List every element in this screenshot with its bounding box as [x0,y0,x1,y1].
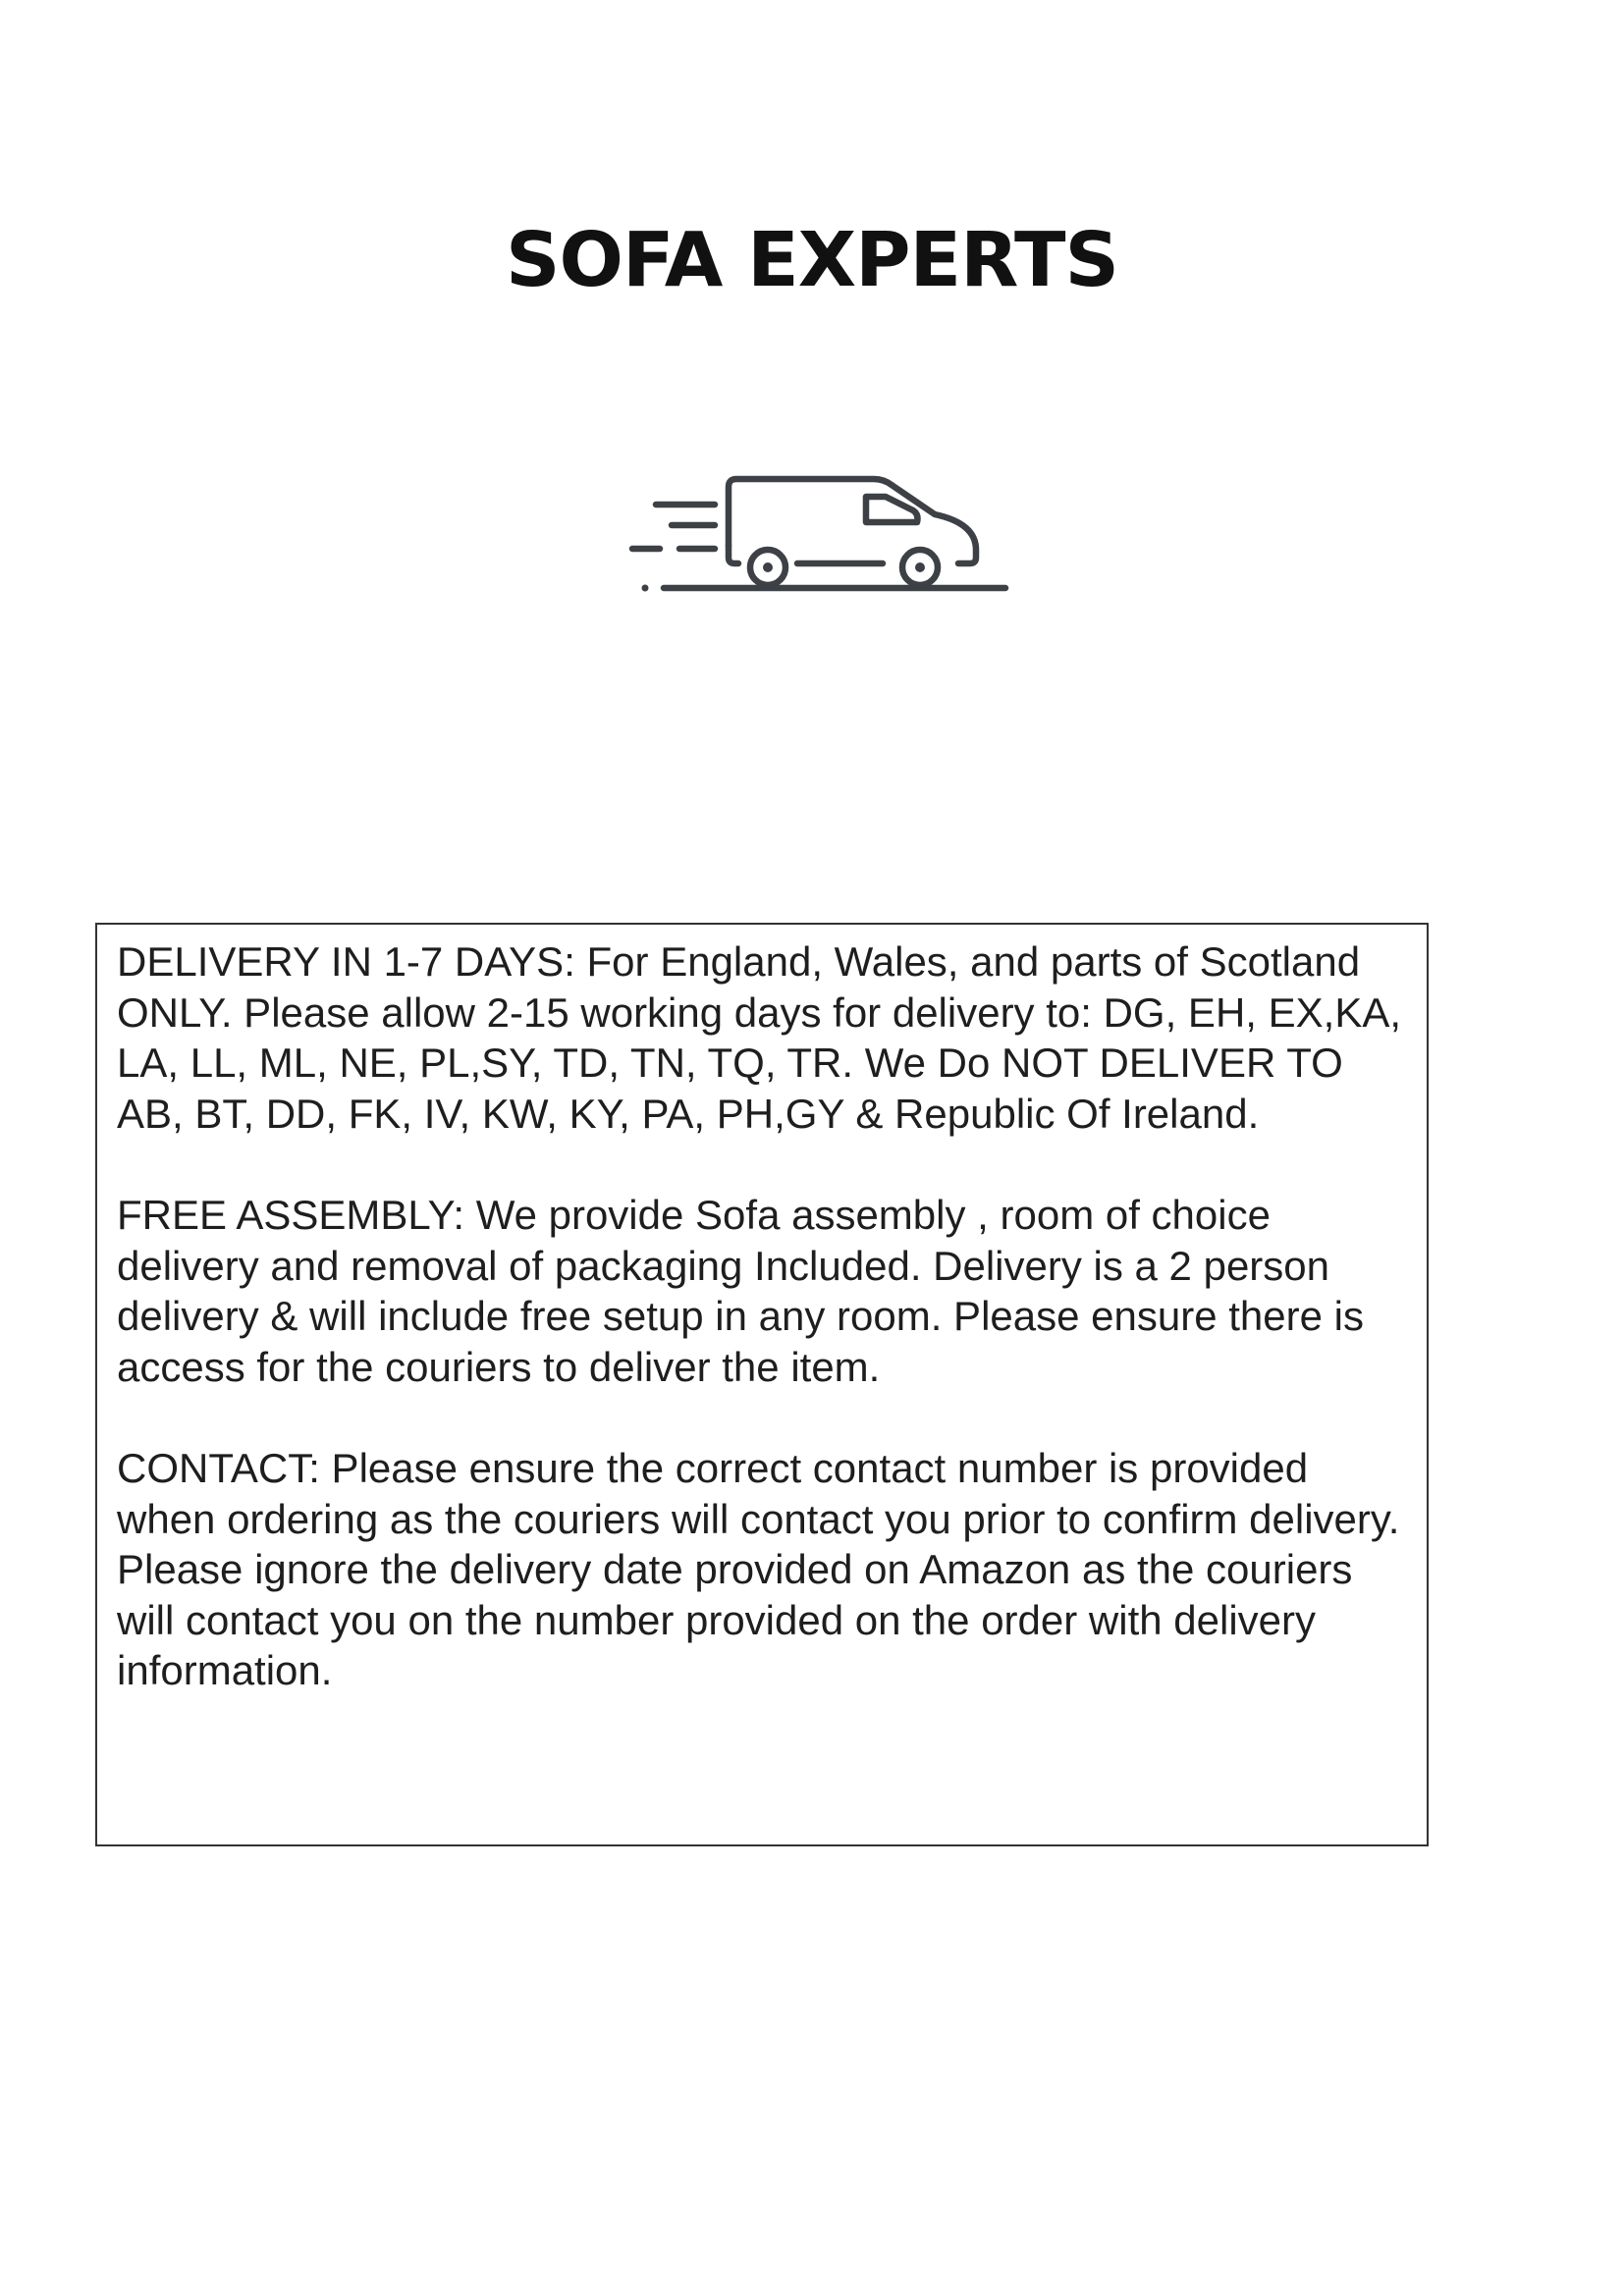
contact-paragraph: CONTACT: Please ensure the correct contact number is provided when ordering as the couriers will contact you prior to confirm delivery. Please ignore the delivery date provided on Amazon as the couriers will contact you on the number provided on the order with delivery information. [117,1445,1400,1693]
van-rear-bottom [729,546,738,563]
delivery-van-icon [621,469,1013,597]
rear-wheel-hub [763,562,773,572]
delivery-info-box [95,923,1429,1846]
road-dot [642,585,649,592]
front-wheel-hub [915,562,925,572]
assembly-paragraph: FREE ASSEMBLY: We provide Sofa assembly , room of choice delivery and removal of packaging Included. Delivery is a 2 person delivery & will include free setup in any room. Please ensure there is access for the couriers to deliver the item. [117,1192,1364,1390]
page-title: SOFA EXPERTS [506,217,1118,304]
delivery-paragraph: DELIVERY IN 1-7 DAYS: For England, Wales, and parts of Scotland ONLY. Please allow 2-15 working days for delivery to: DG, EH, EX,KA, LA, LL, ML, NE, PL,SY, TD, TN, TQ, TR. We Do NOT DELIVER TO AB, BT, DD, FK, IV, KW, KY, PA, PH,GY & Republic Of Ireland. [117,938,1402,1137]
